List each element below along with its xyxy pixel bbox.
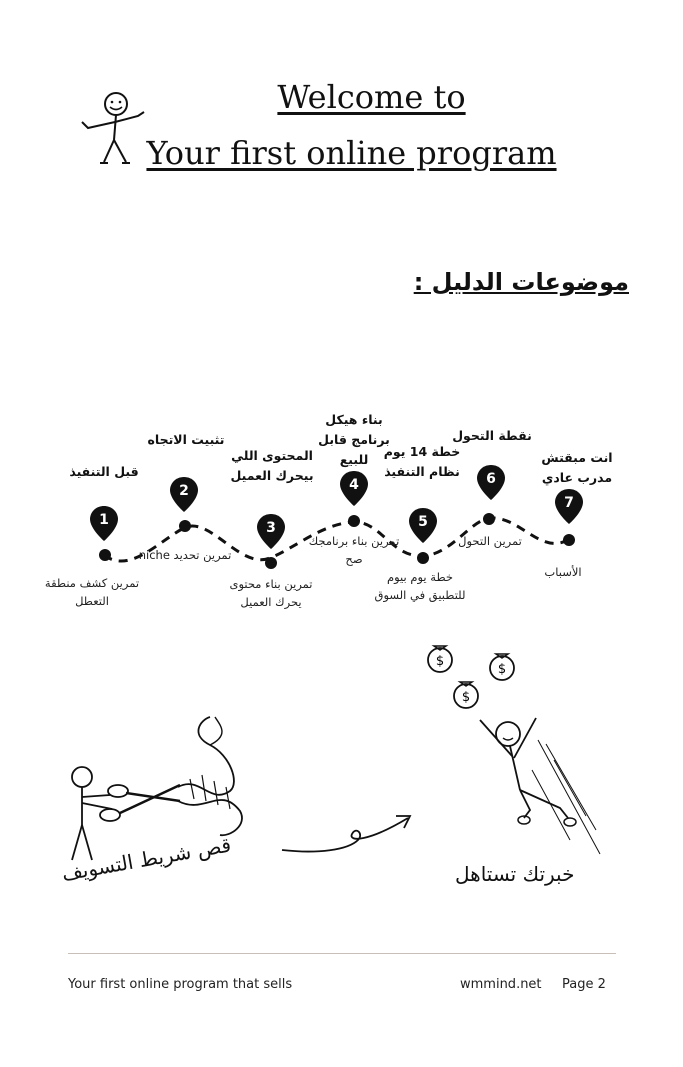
step-1-number: 1 xyxy=(99,512,109,528)
arrow-right-icon xyxy=(278,808,418,858)
step-6-exercise: تمرين التحول xyxy=(458,534,522,548)
step-3-label: المحتوى اللي بيحرك العميل xyxy=(230,448,314,483)
map-pin-icon xyxy=(476,464,506,502)
money-bag-icon xyxy=(454,682,478,708)
step-5-number: 5 xyxy=(418,514,428,530)
step-4-exercise: تمرين بناء برنامجك صح xyxy=(308,534,400,566)
section-heading: موضوعات الدليل : xyxy=(413,268,629,296)
page-title-line-1: Welcome to xyxy=(277,78,466,116)
step-4-number: 4 xyxy=(349,477,359,493)
step-6-number: 6 xyxy=(486,471,496,487)
step-5-dot xyxy=(417,552,429,564)
caption-right: خبرتك تستاهل xyxy=(455,862,575,886)
step-2-number: 2 xyxy=(179,483,189,499)
step-7-number: 7 xyxy=(564,495,574,511)
footer-page-number: Page 2 xyxy=(562,977,606,992)
money-bag-icon xyxy=(428,646,452,672)
step-1-exercise: تمرين كشف منطقة التعطل xyxy=(44,576,140,608)
money-success-illustration xyxy=(420,640,610,860)
step-7-exercise: الأسباب xyxy=(544,565,582,579)
step-1-dot xyxy=(99,549,111,561)
map-pin-icon xyxy=(169,476,199,514)
map-pin-icon xyxy=(554,488,584,526)
map-pin-icon xyxy=(89,505,119,543)
caption-left: قص شريط التسويف xyxy=(59,832,233,886)
step-7-dot xyxy=(563,534,575,546)
svg-text:$: $ xyxy=(435,654,445,669)
step-4-dot xyxy=(348,515,360,527)
map-pin-icon xyxy=(256,513,286,551)
step-4-label: بناء هيكل برنامج قابل للبيع xyxy=(318,412,390,467)
step-5-exercise: خطة يوم بيوم للتطبيق في السوق xyxy=(374,570,466,602)
svg-text:$: $ xyxy=(497,662,507,677)
footer-title: Your first online program that sells xyxy=(68,977,293,992)
money-bag-icon xyxy=(490,654,514,680)
map-pin-icon xyxy=(408,507,438,545)
step-7-label: انت مبقتش مدرب عادي xyxy=(541,450,613,485)
step-5-label: خطة 14 يوم نظام التنفيذ xyxy=(383,444,461,479)
map-pin-icon xyxy=(339,470,369,508)
step-1-label: قبل التنفيذ xyxy=(69,464,139,479)
step-6-dot xyxy=(483,513,495,525)
footer-website: wmmind.net xyxy=(460,977,542,992)
svg-text:$: $ xyxy=(461,690,471,705)
footer-divider xyxy=(68,953,616,954)
step-2-exercise: تمرين تحديد niche xyxy=(138,548,232,562)
step-2-label: تثبيت الاتجاه xyxy=(147,432,225,447)
step-3-number: 3 xyxy=(266,520,276,536)
step-2-dot xyxy=(179,520,191,532)
page-title-line-2: Your first online program xyxy=(146,134,557,172)
step-3-exercise: تمرين بناء محتوى يحرك العميل xyxy=(229,577,313,609)
step-6-label: نقطة التحول xyxy=(452,428,532,443)
step-3-dot xyxy=(265,557,277,569)
